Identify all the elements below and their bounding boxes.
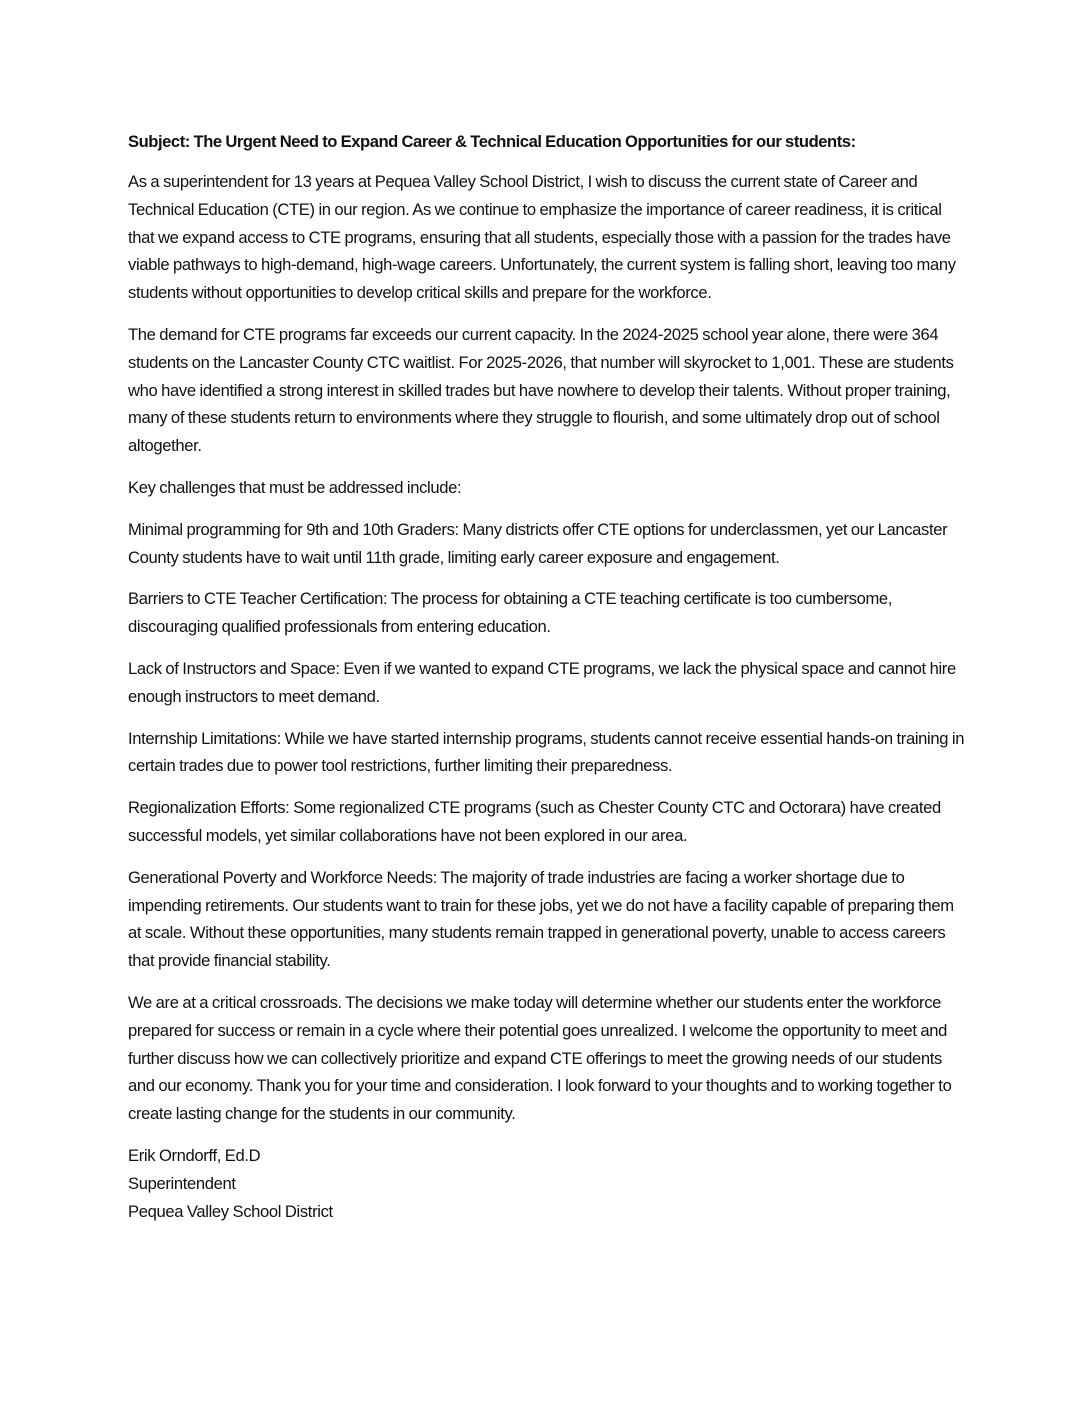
- closing-paragraph: We are at a critical crossroads. The decisions we make today will determine whether our students enter the workforce prepared for success or remain in a cycle where their potential goes unrealized. I welcome the opportunity to meet and further discuss how we can collectively prioritize and expand CTE offerings to meet the growing needs of our students and our economy. Thank you for your time and consideration. I look forward to your thoughts and to working together to create lasting change for the students in our community.: [128, 992, 952, 1124]
- signature-block: [128, 1142, 968, 1225]
- challenge-item: Generational Poverty and Workforce Needs: The majority of trade industries are facing a worker shortage due to impending retirements. Our students want to train for these jobs, yet we do not have a facility capable of preparing them at scale. Without these opportunities, many students remain trapped in generational poverty, unable to access careers that provide financial stability.: [128, 867, 954, 971]
- challenges-intro: Key challenges that must be addressed include:: [128, 477, 462, 497]
- challenge-item: Internship Limitations: While we have started internship programs, students cannot receive essential hands-on training in certain trades due to power tool restrictions, further limiting their preparedness.: [128, 728, 965, 776]
- challenge-item: Regionalization Efforts: Some regionalized CTE programs (such as Chester County CTC and Octorara) have created successful models, yet similar collaborations have not been explored in our area.: [128, 798, 941, 845]
- challenge-item: Barriers to CTE Teacher Certification: The process for obtaining a CTE teaching certificate is too cumbersome, discouraging qualified professionals from entering education.: [128, 589, 893, 637]
- challenge-item: Minimal programming for 9th and 10th Graders: Many districts offer CTE options for underclassmen, yet our Lancaster County students have to wait until 11th grade, limiting early career exposure and engagement.: [128, 519, 948, 567]
- signature-title: Superintendent: [128, 1173, 236, 1193]
- intro-paragraph: As a superintendent for 13 years at Pequea Valley School District, I wish to discuss the current state of Career and Technical Education (CTE) in our region. As we continue to emphasize the importance of career readiness, it is critical that we expand access to CTE programs, ensuring that all students, especially those with a passion for the trades have viable pathways to high-demand, high-wage careers. Unfortunately, the current system is falling short, leaving too many students without opportunities to develop critical skills and prepare for the workforce.: [128, 172, 956, 303]
- letter-body: [128, 130, 968, 1225]
- signature-name: Erik Orndorff, Ed.D: [128, 1145, 261, 1165]
- challenge-item: Lack of Instructors and Space: Even if we wanted to expand CTE programs, we lack the physical space and cannot hire enough instructors to meet demand.: [128, 658, 956, 706]
- signature-organization: Pequea Valley School District: [128, 1201, 333, 1221]
- demand-paragraph: The demand for CTE programs far exceeds our current capacity. In the 2024-2025 school year alone, there were 364 students on the Lancaster County CTC waitlist. For 2025-2026, that number will skyrocket to 1,001. These are students who have identified a strong interest in skilled trades but have nowhere to develop their talents. Without proper training, many of these students return to environments where they struggle to flourish, and some ultimately drop out of school altogether.: [128, 324, 954, 456]
- letter-subject: Subject: The Urgent Need to Expand Career & Technical Education Opportunities for our students:: [128, 132, 856, 151]
